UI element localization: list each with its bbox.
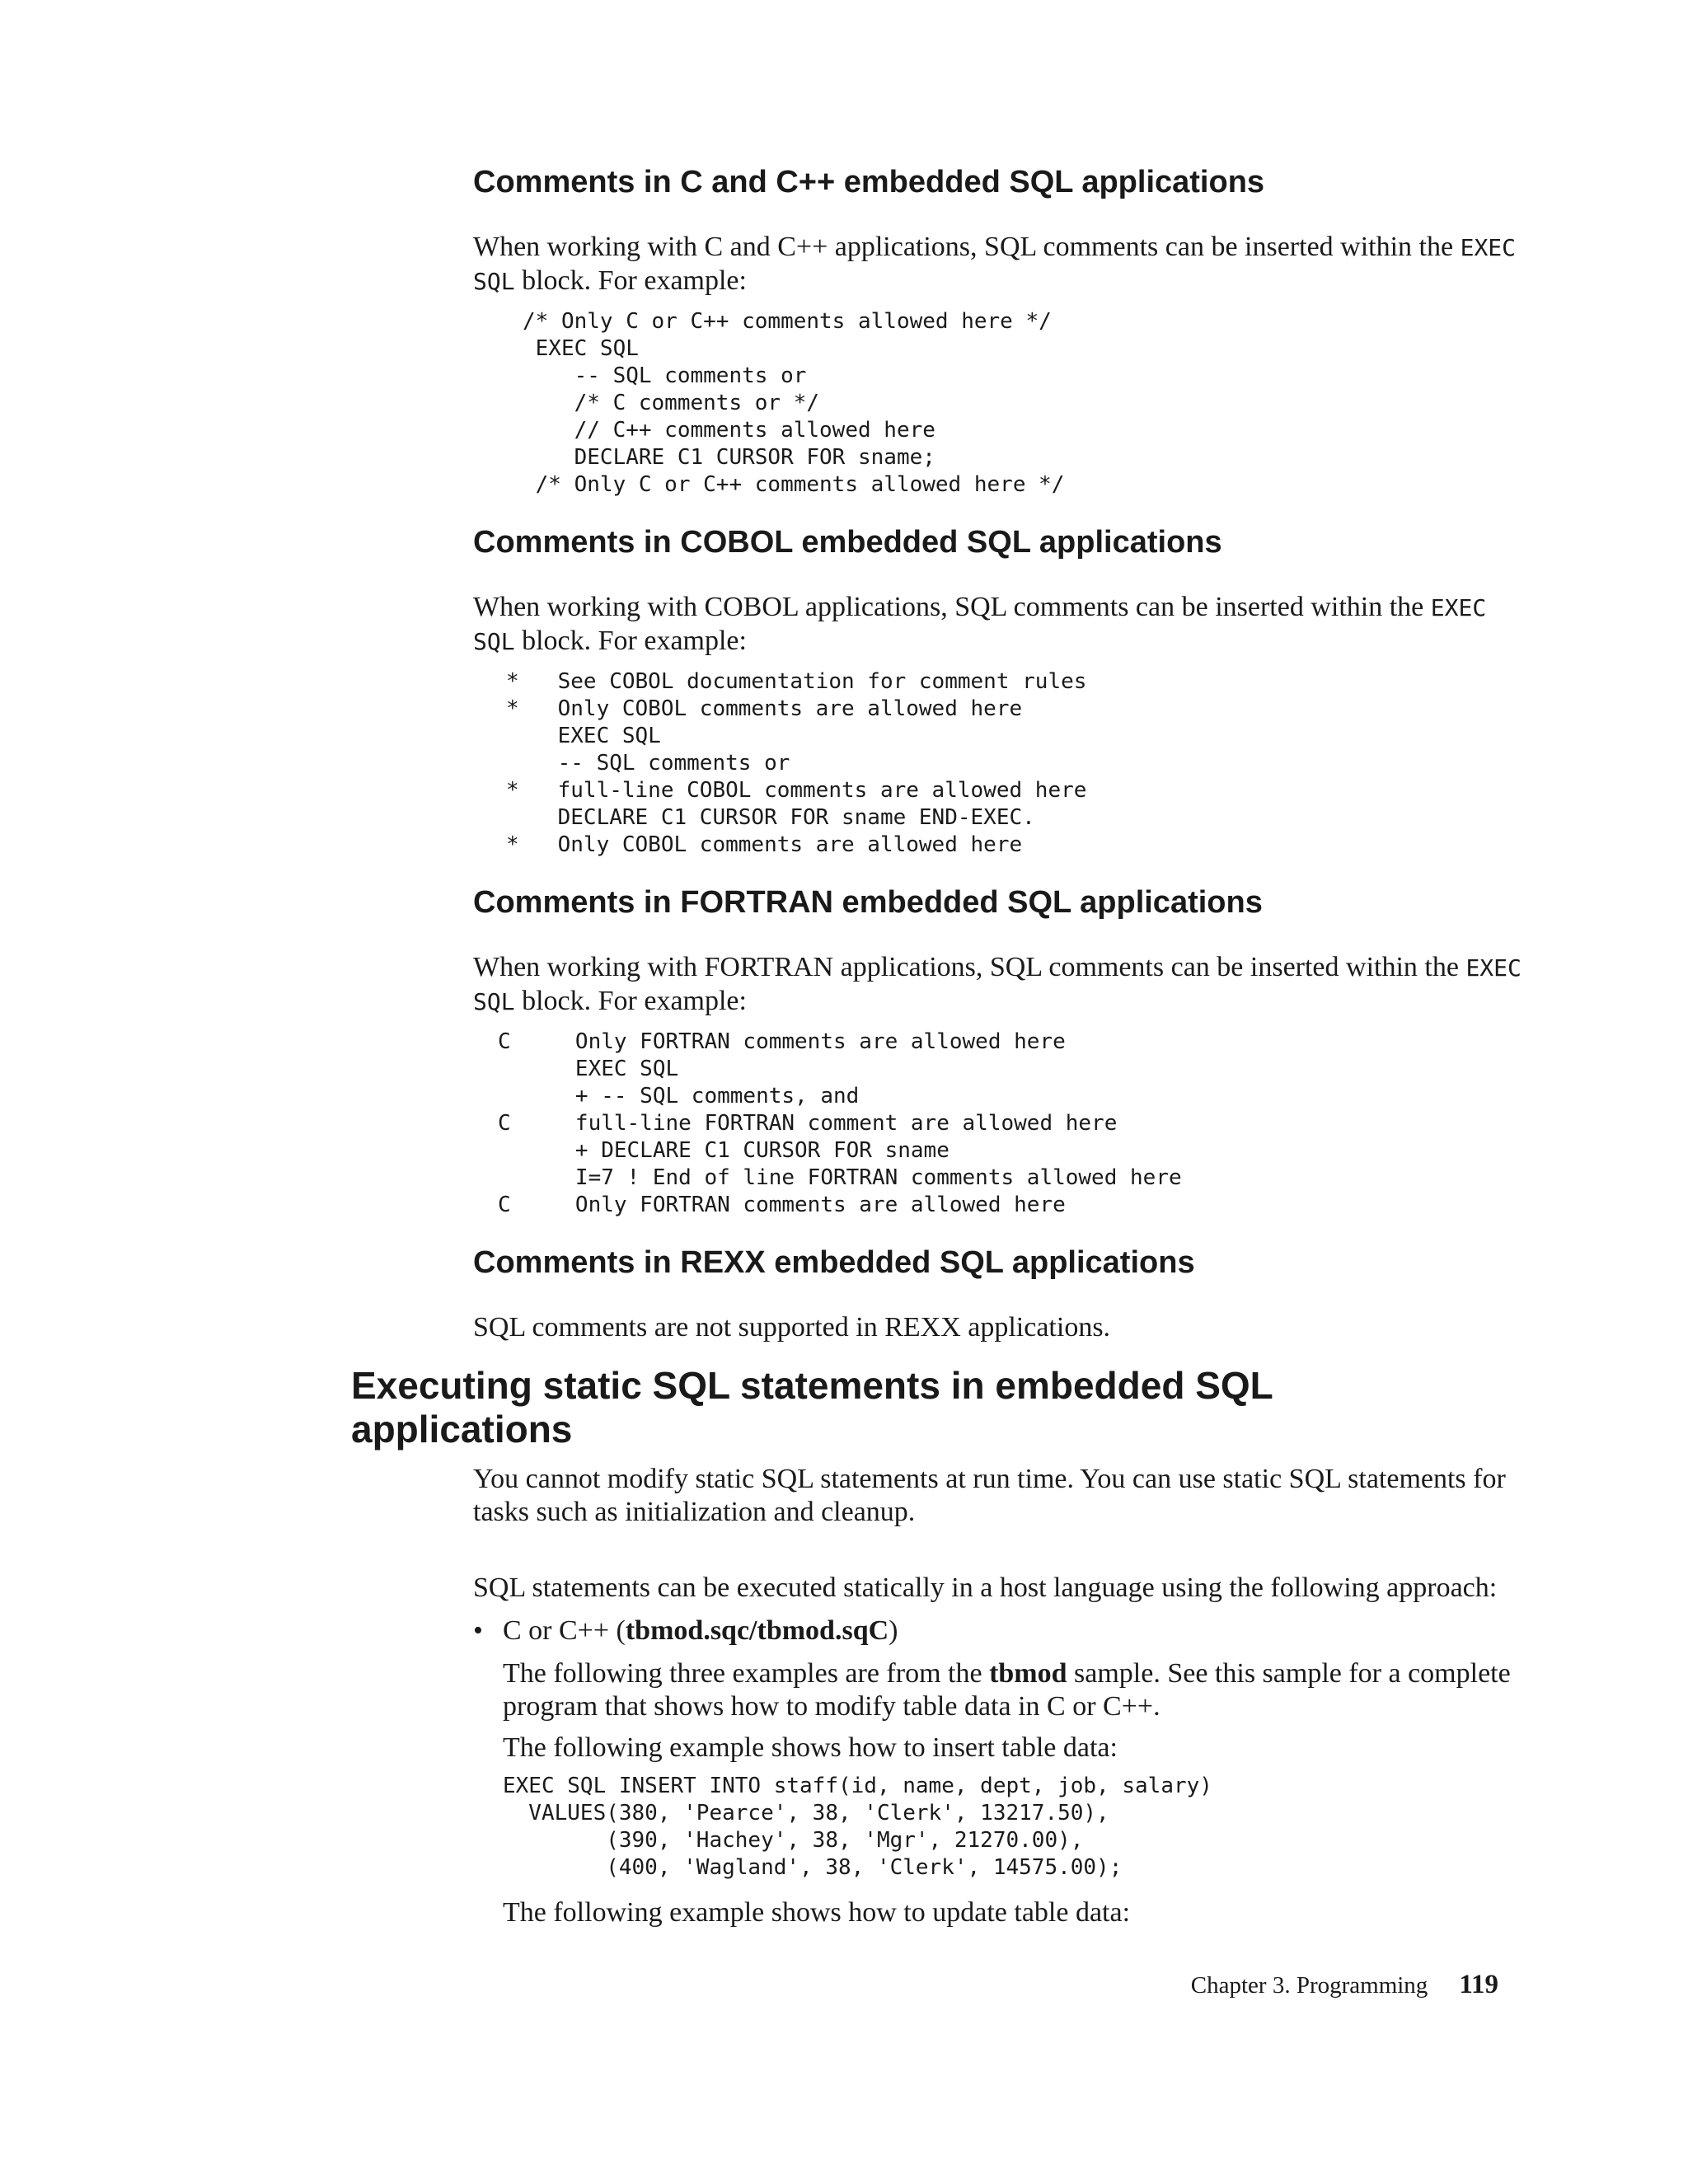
- cobol-intro-text-end: block. For example:: [514, 626, 747, 656]
- rexx-text: SQL comments are not supported in REXX applications.: [473, 1312, 1111, 1343]
- cobol-intro: [473, 591, 1536, 658]
- bullet-lead-text: C or C++ (: [503, 1615, 626, 1646]
- paragraph-gap: [473, 1539, 1536, 1572]
- footer-chapter: Chapter 3. Programming: [1190, 1972, 1428, 1999]
- c-code-example: /* Only C or C++ comments allowed here */ EXEC SQL -- SQL comments or /* C comments or */ // C++ comments allowed here DECLARE C1 CURSOR FOR sname; /* Only C or C++ comments allowed here */: [523, 309, 1065, 497]
- page-number: 119: [1459, 1970, 1498, 1999]
- heading-rexx-comments: Comments in REXX embedded SQL applications: [473, 1245, 1195, 1280]
- fortran-intro-text-end: block. For example:: [514, 986, 747, 1016]
- fortran-intro: [473, 951, 1536, 1019]
- bullet-para-1: [503, 1657, 1536, 1723]
- bullet-para-1-bold: tbmod: [989, 1658, 1067, 1689]
- approach-list: [473, 1615, 1536, 1929]
- bullet-lead: [503, 1615, 1536, 1647]
- cobol-intro-code: EXEC SQL: [473, 594, 1487, 655]
- executing-para-1: You cannot modify static SQL statements at run time. You can use static SQL statements for tasks such as initialization and cleanup.: [473, 1464, 1506, 1527]
- bullet-lead-bold: tbmod.sqc/tbmod.sqC: [625, 1615, 889, 1646]
- c-intro-text-end: block. For example:: [514, 265, 747, 296]
- heading-fortran-comments: Comments in FORTRAN embedded SQL applications: [473, 885, 1263, 920]
- list-item: [473, 1615, 1536, 1929]
- page-content: [351, 162, 1536, 1938]
- bullet-para-2: The following example shows how to insert table data:: [503, 1732, 1118, 1763]
- page-footer: [1191, 1970, 1498, 2000]
- insert-code-example: EXEC SQL INSERT INTO staff(id, name, dept, job, salary) VALUES(380, 'Pearce', 38, 'Clerk', 13217.50), (390, 'Hachey', 38, 'Mgr', 21270.00), (400, 'Wagland', 38, 'Clerk', 14575.00);: [503, 1774, 1212, 1880]
- heading-executing-static-sql: Executing static SQL statements in embedded SQL applications: [351, 1364, 1273, 1451]
- bullet-para-3: The following example shows how to update table data:: [503, 1897, 1131, 1928]
- fortran-code-example: C Only FORTRAN comments are allowed here EXEC SQL + -- SQL comments, and C full-line FORTRAN comment are allowed here + DECLARE C1 CURSOR FOR sname I=7 ! End of line FORTRAN comments allowed here C Only FORTRAN comments are allowed here: [498, 1029, 1182, 1217]
- cobol-intro-text: When working with COBOL applications, SQL comments can be inserted within the: [473, 592, 1431, 622]
- fortran-intro-text: When working with FORTRAN applications, SQL comments can be inserted within the: [473, 952, 1466, 982]
- heading-cobol-comments: Comments in COBOL embedded SQL applications: [473, 525, 1222, 560]
- cobol-code-example: * See COBOL documentation for comment rules * Only COBOL comments are allowed here EXEC SQL -- SQL comments or * full-line COBOL comments are allowed here DECLARE C1 CURSOR FOR sname END-EXEC. * Only COBOL comments are allowed here: [506, 669, 1087, 857]
- bullet-para-1-text: The following three examples are from the: [503, 1658, 990, 1689]
- c-intro-code: EXEC SQL: [473, 234, 1517, 295]
- executing-para-2: SQL statements can be executed statically in a host language using the following approach:: [473, 1572, 1498, 1603]
- bullet-lead-end: ): [889, 1615, 898, 1646]
- fortran-intro-code: EXEC SQL: [473, 954, 1522, 1015]
- bullet-para-1-end: sample. See this sample for a complete program that shows how to modify table data in C or C++.: [503, 1658, 1511, 1722]
- c-intro: [473, 231, 1536, 298]
- heading-c-comments: Comments in C and C++ embedded SQL applications: [473, 165, 1265, 199]
- bullet-body: [503, 1657, 1536, 1929]
- bullet-icon: •: [473, 1615, 483, 1646]
- c-intro-text: When working with C and C++ applications, SQL comments can be inserted within the: [473, 232, 1461, 262]
